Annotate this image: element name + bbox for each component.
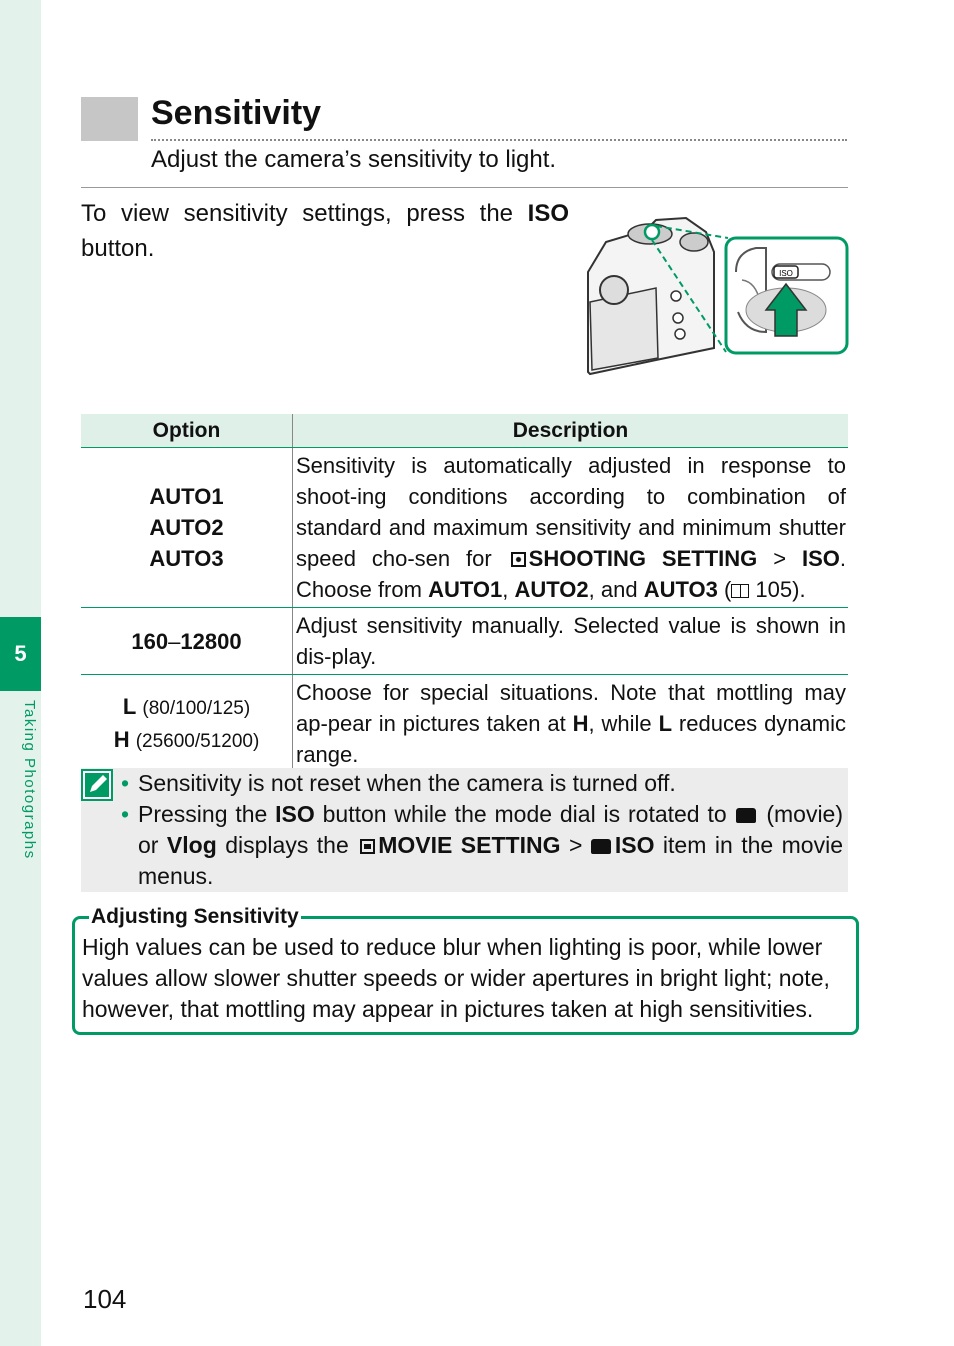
option-auto3: AUTO3 <box>149 546 224 571</box>
desc-text: . Choose from <box>296 546 846 602</box>
vlog-label: Vlog <box>166 832 217 858</box>
description-cell <box>293 675 849 773</box>
option-min: 160 <box>131 628 169 654</box>
page-subtitle: Adjust the camera’s sensitivity to light. <box>151 146 557 173</box>
header-rule <box>81 187 848 188</box>
note-text: Pressing the <box>138 801 276 827</box>
iso-button-label: ISO <box>275 801 315 827</box>
option-cell <box>81 675 293 773</box>
table-row <box>81 608 848 675</box>
movie-menu-icon <box>360 839 375 854</box>
book-icon <box>731 584 749 598</box>
table-row <box>81 448 848 608</box>
option-l-values: (80/100/125) <box>142 697 251 719</box>
menu-item: ISO <box>614 832 655 858</box>
camera-illustration <box>586 212 850 376</box>
chapter-number: 5 <box>14 641 27 666</box>
note-box <box>81 768 848 892</box>
table-header-description: Description <box>293 414 849 448</box>
note-text: item in the movie menus. <box>138 832 843 889</box>
menu-name: SHOOTING SETTING <box>528 546 758 571</box>
option-cell <box>81 448 293 608</box>
menu-separator: > <box>757 546 802 571</box>
intro-text-part1: To view sensitivity settings, press the <box>81 200 528 227</box>
desc-text: Sensitivity is automatically adjusted in response to shoot-ing conditions according to combination of standard and maximum sensitivity and minimum shutter speed cho-sen for <box>296 453 846 571</box>
menu-separator: > <box>560 832 591 858</box>
desc-text: , <box>502 577 515 602</box>
note-text: (movie) or <box>138 801 844 858</box>
intro-text-part2: button. <box>81 235 155 262</box>
table-header-option: Option <box>81 414 293 448</box>
box-text: High values can be used to reduce blur when lighting is poor, while lower values allow slower shutter speeds or wider apertures in bright light; note, however, that mottling may appear in pictures taken at high sensitivities. <box>82 934 830 1022</box>
description-cell: Adjust sensitivity manually. Selected value is shown in dis-play. <box>293 608 849 675</box>
option-max: 12800 <box>180 628 242 654</box>
option-h-values: (25600/51200) <box>135 730 260 752</box>
page-ref: 105). <box>749 577 806 602</box>
shooting-menu-icon <box>511 552 526 567</box>
intro-text <box>81 196 569 266</box>
option-l: L <box>122 693 137 719</box>
chapter-name: Taking Photographs <box>21 700 38 860</box>
menu-item: ISO <box>801 546 840 571</box>
note-list <box>121 768 843 892</box>
desc-text: ( <box>717 577 732 602</box>
auto1-ref: AUTO1 <box>428 577 503 602</box>
chapter-number-tab <box>0 617 41 691</box>
title-divider <box>151 139 847 141</box>
range-dash: – <box>168 628 181 654</box>
box-title: Adjusting Sensitivity <box>91 905 299 928</box>
h-ref: H <box>572 711 589 736</box>
l-ref: L <box>658 711 673 736</box>
title-marker <box>81 97 138 141</box>
note-item: • Sensitivity is not reset when the camera is turned off. <box>121 768 843 799</box>
sensitivity-options-table <box>81 414 848 772</box>
note-item <box>121 799 843 892</box>
iso-button-detail <box>726 238 847 353</box>
note-text: button while the mode dial is rotated to <box>314 801 735 827</box>
note-pencil-icon <box>81 769 113 801</box>
desc-text: , while <box>588 711 659 736</box>
option-h: H <box>113 726 130 752</box>
menu-name: MOVIE SETTING <box>378 832 561 858</box>
option-auto2: AUTO2 <box>149 515 224 540</box>
description-cell <box>293 448 849 608</box>
note-text: displays the <box>216 832 358 858</box>
iso-button-label: ISO <box>527 200 569 227</box>
movie-icon <box>736 808 756 823</box>
desc-text: , and <box>588 577 644 602</box>
adjusting-sensitivity-box <box>72 905 859 1035</box>
auto3-ref: AUTO3 <box>643 577 718 602</box>
option-cell <box>81 608 293 675</box>
movie-icon <box>591 839 611 854</box>
desc-text: Choose for special situations. Note that mottling may ap-pear in pictures taken at <box>296 680 846 736</box>
page-number: 104 <box>83 1284 127 1314</box>
desc-text: reduces dynamic range. <box>296 711 846 767</box>
option-auto1: AUTO1 <box>149 484 224 509</box>
iso-illustration-label: ISO <box>779 269 793 278</box>
table-row <box>81 675 848 773</box>
page-title: Sensitivity <box>151 94 322 132</box>
camera-body <box>588 218 714 374</box>
auto2-ref: AUTO2 <box>514 577 589 602</box>
